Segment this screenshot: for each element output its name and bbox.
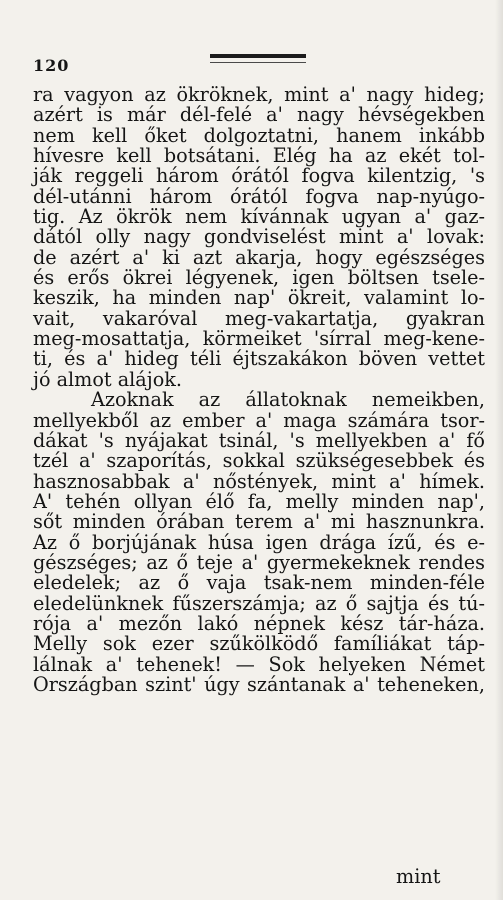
text-line: meg-mosattatja, körmeiket 'sírral meg-kene- (33, 327, 485, 351)
text-line: dél-utánni három órától fogva nap-nyúgo- (33, 184, 485, 208)
header-rule-thin (210, 62, 306, 63)
text-line: Melly sok ezer szűkölködő famíliákat táp- (33, 632, 485, 656)
text-line: ják reggeli három órától fogva kilentzig, 's (33, 164, 485, 188)
text-line: dától olly nagy gondviselést mint a' lovak: (33, 225, 485, 249)
text-line: dákat 's nyájakat tsinál, 's mellyekben a' fő (33, 428, 485, 452)
page-edge-shadow (495, 0, 503, 900)
text-line: Az ő borjújának húsa igen drága ízű, és e- (33, 530, 485, 554)
text-line: azért is már dél-felé a' nagy hévségekben (33, 103, 485, 127)
text-line: hívesre kell botsátani. Elég ha az ekét tol- (33, 144, 485, 168)
text-line: és erős ökrei légyenek, igen böltsen tsele- (33, 266, 485, 290)
body-text (33, 85, 485, 695)
text-line: tig. Az ökrök nem kívánnak ugyan a' gaz- (33, 205, 485, 229)
text-line: A' tehén ollyan élő fa, melly minden nap', (33, 489, 485, 513)
paragraph-end-line: jó almot alájok. (33, 367, 182, 391)
page-number: 120 (33, 56, 70, 75)
text-line: lálnak a' tehenek! — Sok helyeken Német (33, 652, 485, 676)
catchword: mint (396, 865, 441, 888)
header-rule (210, 54, 306, 58)
paragraph-start-line: Azoknak az állatoknak nemeikben, (91, 388, 485, 412)
text-line: hasznosabbak a' nőstények, mint a' hímek. (33, 469, 485, 493)
text-line: keszik, ha minden nap' ökreit, valamint lo- (33, 286, 485, 310)
text-line: ti, és a' hideg téli éjtszakákon böven vettet (33, 347, 485, 371)
text-line: vait, vakaróval meg-vakartatja, gyakran (33, 306, 485, 330)
text-line: nem kell őket dolgoztatni, hanem inkább (33, 123, 485, 147)
text-line: ra vagyon az ökröknek, mint a' nagy hideg; (33, 83, 485, 106)
text-line: eledelek; az ő vaja tsak-nem minden-féle (33, 571, 485, 595)
text-line: sőt minden órában terem a' mi hasznunkra. (33, 510, 485, 534)
text-line: Országban szint' úgy szántanak a' teheneken, (33, 672, 485, 696)
text-line: tzél a' szaporítás, sokkal szükségesebbek és (33, 449, 485, 473)
text-line: rója a' mezőn lakó népnek kész tár-háza. (33, 611, 485, 635)
text-line: de azért a' ki azt akarja, hogy egészséges (33, 245, 485, 269)
text-line: gészséges; az ő teje a' gyermekeknek rendes (33, 550, 485, 574)
text-line: eledelünknek fűszerszámja; az ő sajtja és tú- (33, 591, 485, 615)
text-line: mellyekből az ember a' maga számára tsor- (33, 408, 485, 432)
